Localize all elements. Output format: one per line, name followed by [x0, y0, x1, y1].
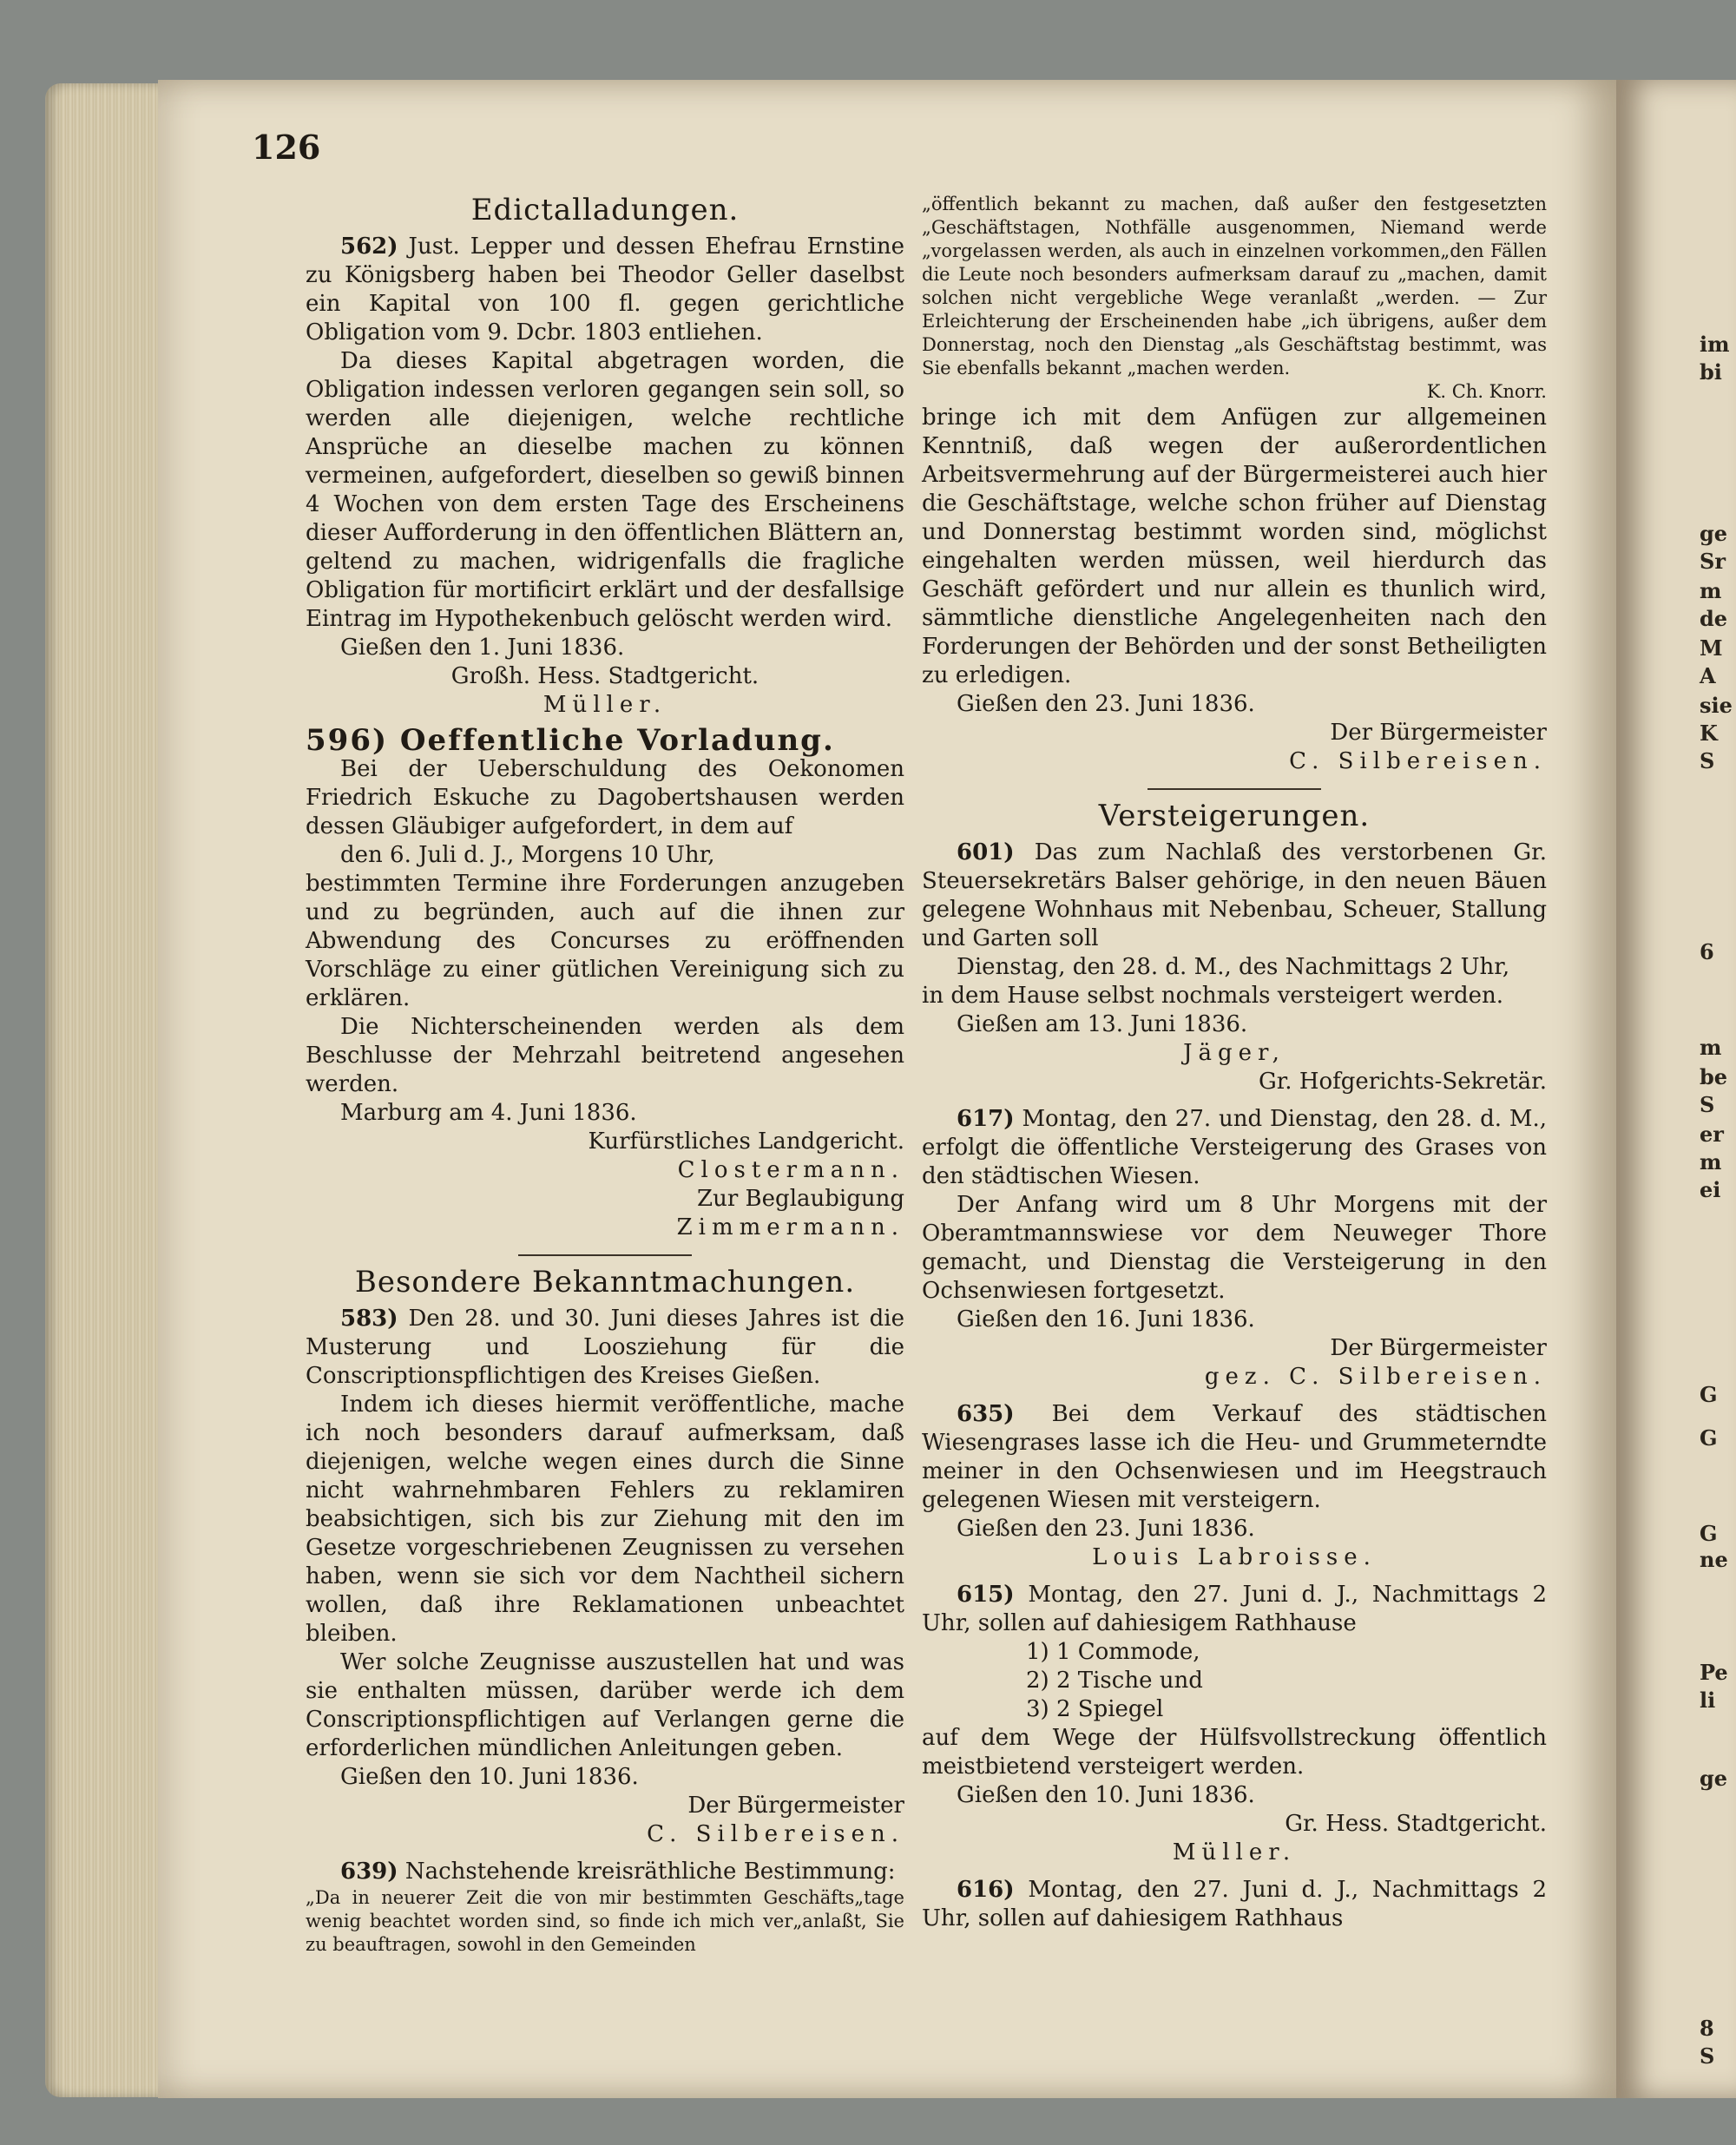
notice-596-text4: Die Nichterscheinenden werden als dem Beschlusse der Mehrzahl beitretend angesehen werden.: [306, 1014, 904, 1097]
notice-617-date: Gießen den 16. Juni 1836.: [957, 1306, 1255, 1332]
notice-562-number: 562): [340, 234, 398, 260]
next-page-fragment: ne: [1700, 1547, 1728, 1572]
next-page-fragment: K: [1700, 720, 1718, 746]
book-page: [158, 80, 1616, 2098]
notice-601-body: Das zum Nachlaß des verstorbenen Gr. Steuersekretärs Balser gehörige, in den neuen Bäuen gelegene Wohnhaus mit Nebenbau, Scheuer, Stallung und Garten soll: [922, 839, 1547, 951]
notice-562-court: Großh. Hess. Stadtgericht.: [450, 663, 760, 689]
next-page-fragment: ge: [1700, 521, 1728, 546]
notice-617-number: 617): [957, 1106, 1015, 1132]
next-page-fragment: ei: [1700, 1177, 1721, 1202]
next-page-fragment: sie: [1700, 693, 1733, 718]
next-page-fragment: S: [1700, 1092, 1715, 1117]
notice-596-cert-signature: Zimmermann.: [676, 1214, 904, 1240]
section-heading-edictalladungen: Edictalladungen.: [470, 193, 740, 227]
notice-635-body: Bei dem Verkauf des städtischen Wiesengrases lasse ich die Heu- und Grummeterndte meiner in den Ochsenwiesen und im Heegstrauch gelegenen Wiesen mit versteigern.: [922, 1401, 1548, 1513]
right-column: [922, 193, 1547, 1933]
next-page-fragment: M: [1700, 635, 1723, 661]
notice-639-text: [306, 1858, 904, 1886]
notice-639-quote-continued: „öffentlich bekannt zu machen, daß außer den festgesetzten „Geschäftstagen, Nothfälle ausgenommen, Niemand werde „vorgelassen werden, als auch in einzelnen vorkommen„den Fällen die Leute noch besonders aufmerksam darauf zu „machen, damit solchen nicht vergebliche Wege veranlaßt „werden. — Zur Erleichterung der Erscheinenden habe „ich übrigens, außer dem Donnerstag, noch den Dienstag „als Geschäftstag bestimmt, was Sie ebenfalls bekannt „machen werden.: [922, 194, 1547, 378]
notice-617-text: [922, 1105, 1547, 1191]
notice-596-date: Marburg am 4. Juni 1836.: [340, 1100, 637, 1126]
notice-616-text: [922, 1876, 1547, 1933]
section-heading-versteigerungen: Versteigerungen.: [1098, 799, 1371, 833]
next-page-fragment: Pe: [1700, 1660, 1728, 1685]
next-page-fragment: bi: [1700, 359, 1722, 385]
next-page-fragment: G: [1700, 1425, 1718, 1451]
next-page-fragment: be: [1700, 1064, 1728, 1089]
notice-596-text3: bestimmten Termine ihre Forderungen anzugeben und zu begründen, auch auf die ihnen zur Abwendung des Concurses zu eröffnenden Vorschläge zu einer gütlichen Vereinigung sich zu erklären.: [306, 871, 904, 1011]
book-page-edges: [45, 83, 175, 2097]
notice-617-text2: Der Anfang wird um 8 Uhr Morgens mit der Oberamtmannswiese vor dem Neuweger Thore gemacht, und Dienstag die Versteigerung in den Ochsenwiesen fortgesetzt.: [922, 1192, 1547, 1304]
notice-596-text: Bei der Ueberschuldung des Oekonomen Friedrich Eskuche zu Dagobertshausen werden dessen Gläubiger aufgefordert, in dem auf: [306, 756, 904, 839]
notice-639-signature: C. Silbereisen.: [1289, 748, 1547, 774]
notice-635-date: Gießen den 23. Juni 1836.: [957, 1516, 1255, 1542]
notice-562-body: Just. Lepper und dessen Ehefrau Ernstine zu Königsberg haben bei Theodor Geller daselbst ein Kapital von 100 fl. gegen gerichtliche Obligation vom 9. Dcbr. 1803 entliehen.: [306, 234, 905, 345]
left-column: [306, 193, 904, 1957]
next-page-fragment: m: [1700, 578, 1722, 603]
next-page-fragment: 8: [1700, 2016, 1714, 2041]
notice-601-text: [922, 839, 1547, 953]
next-page-fragment: ge: [1700, 1766, 1728, 1791]
next-page-fragment: li: [1700, 1688, 1716, 1713]
notice-562-date: Gießen den 1. Juni 1836.: [340, 635, 625, 661]
notice-635-text: [922, 1400, 1547, 1515]
notice-639-date: Gießen den 23. Juni 1836.: [957, 691, 1255, 717]
notice-615-body: Montag, den 27. Juni d. J., Nachmittags 2 Uhr, sollen auf dahiesigem Rathhause: [922, 1582, 1548, 1636]
next-page-fragment: 6: [1700, 939, 1714, 964]
notice-615-text: [922, 1581, 1547, 1638]
next-page-fragment: G: [1700, 1521, 1718, 1546]
next-page-fragment: m: [1700, 1035, 1722, 1060]
notice-635-signature: Louis Labroisse.: [1092, 1544, 1377, 1570]
notice-615-text2: auf dem Wege der Hülfsvollstreckung öffentlich meistbietend versteigert werden.: [922, 1725, 1547, 1780]
notice-635-number: 635): [957, 1401, 1015, 1427]
notice-562-text: [306, 233, 904, 347]
next-page-fragment: A: [1700, 663, 1716, 688]
next-page-fragment: m: [1700, 1149, 1722, 1174]
next-page-fragment: er: [1700, 1122, 1724, 1147]
section-divider: [1147, 788, 1321, 790]
next-page-fragment: Sr: [1700, 549, 1726, 574]
notice-616-body: Montag, den 27. Juni d. J., Nachmittags 2 Uhr, sollen auf dahiesigem Rathhaus: [922, 1877, 1548, 1931]
notice-615-item: 3) 2 Spiegel: [1026, 1696, 1164, 1722]
notice-616-number: 616): [957, 1877, 1015, 1903]
notice-615-item: 1) 1 Commode,: [1026, 1639, 1200, 1665]
notice-583-number: 583): [340, 1306, 398, 1332]
next-page-fragment: S: [1700, 748, 1715, 773]
notice-583-text2: Indem ich dieses hiermit veröffentliche, mache ich noch besonders darauf aufmerksam, daß diejenigen, welche wegen eines durch die Sinne nicht wahrnehmbaren Fehlers zu reklamiren beabsichtigen, sich bis zur Ziehung mit den im Gesetze vorgeschriebenen Zeugnissen zu versehen haben, wenn sie sich vor dem Nachtheil sichern wollen, daß ihre Reklamationen unbeachtet bleiben.: [306, 1392, 904, 1647]
section-heading-besondere-bekanntmachungen: Besondere Bekanntmachungen.: [354, 1265, 856, 1300]
notice-615-signature: Müller.: [1172, 1839, 1297, 1865]
notice-639-quote: „Da in neuerer Zeit die von mir bestimmten Geschäfts„tage wenig beachtet worden sind, so finde ich mich ver„anlaßt, Sie zu beauftragen, sowohl in den Gemeinden: [306, 1887, 904, 1955]
notice-601-date: Gießen am 13. Juni 1836.: [957, 1011, 1248, 1037]
notice-562-signature: Müller.: [542, 692, 667, 718]
notice-601-title: Gr. Hofgerichts-Sekretär.: [1258, 1069, 1547, 1095]
notice-601-text3: in dem Hause selbst nochmals versteigert werden.: [922, 983, 1503, 1009]
notice-639-body: Nachstehende kreisräthliche Bestimmung:: [404, 1859, 896, 1885]
notice-601-number: 601): [957, 839, 1015, 865]
notice-596-certification: Zur Beglaubigung: [697, 1186, 904, 1212]
notice-617-signature: gez. C. Silbereisen.: [1204, 1364, 1547, 1390]
next-page-fragment: G: [1700, 1382, 1718, 1407]
section-divider: [518, 1254, 692, 1256]
notice-583-office: Der Bürgermeister: [687, 1793, 904, 1819]
notice-615-number: 615): [957, 1582, 1015, 1608]
notice-615-date: Gießen den 10. Juni 1836.: [957, 1782, 1255, 1808]
notice-596-court: Kurfürstliches Landgericht.: [588, 1128, 904, 1155]
notice-596-appointment: den 6. Juli d. J., Morgens 10 Uhr,: [340, 842, 715, 868]
notice-562-text2: Da dieses Kapital abgetragen worden, die Obligation indessen verloren gegangen sein soll, so werden alle diejenigen, welche rechtliche Ansprüche an dieselbe machen zu können vermeinen, aufgefordert, dieselben so gewiß binnen 4 Wochen von dem ersten Tage des Erscheinens dieser Aufforderung in den öffentlichen Blättern an, geltend zu machen, widrigenfalls die fragliche Obligation für mortificirt erklärt und der desfallsige Eintrag im Hypothekenbuch gelöscht werden wird.: [306, 348, 904, 632]
notice-639-continued: bringe ich mit dem Anfügen zur allgemeinen Kenntniß, daß wegen der außerordentlichen Arbeitsvermehrung auf der Bürgermeisterei auch hier die Geschäftstage, welche schon früher auf Dienstag und Donnerstag bestimmt worden sind, möglichst eingehalten werden müssen, weil hierdurch das Geschäft gefördert und nur allein es thunlich wird, sämmtliche dienstliche Angelegenheiten nach den Forderungen der Behörden und der sonst Betheiligten zu erledigen.: [922, 405, 1547, 688]
notice-639-quote-signature: K. Ch. Knorr.: [1426, 381, 1547, 402]
notice-639-office: Der Bürgermeister: [1330, 720, 1547, 746]
notice-583-text3: Wer solche Zeugnisse auszustellen hat und was sie enthalten müssen, darüber werde ich dem Conscriptionspflichtigen auf Verlangen gerne die erforderlichen mündlichen Anleitungen geben.: [306, 1649, 904, 1761]
notice-596-heading: 596) Oeffentliche Vorladung.: [306, 723, 835, 758]
notice-583-date: Gießen den 10. Juni 1836.: [340, 1764, 639, 1790]
notice-639-number: 639): [340, 1859, 398, 1885]
notice-617-office: Der Bürgermeister: [1330, 1335, 1547, 1361]
notice-583-signature: C. Silbereisen.: [647, 1821, 904, 1847]
next-page-fragment: im: [1700, 332, 1730, 357]
next-page-fragment: S: [1700, 2043, 1715, 2069]
notice-601-signature: Jäger,: [1183, 1040, 1286, 1066]
notice-601-appointment: Dienstag, den 28. d. M., des Nachmittags 2 Uhr,: [957, 954, 1510, 980]
page-number: 126: [252, 128, 321, 167]
notice-615-item: 2) 2 Tische und: [1026, 1668, 1203, 1694]
next-page-edge: [1616, 80, 1736, 2098]
notice-596-signature: Clostermann.: [677, 1157, 904, 1183]
notice-617-body: Montag, den 27. und Dienstag, den 28. d. M., erfolgt die öffentliche Versteigerung des Grases von den städtischen Wiesen.: [922, 1106, 1548, 1189]
next-page-fragment: de: [1700, 606, 1728, 631]
notice-583-body: Den 28. und 30. Juni dieses Jahres ist die Musterung und Loosziehung für die Conscriptionspflichtigen des Kreises Gießen.: [306, 1306, 904, 1389]
notice-615-court: Gr. Hess. Stadtgericht.: [1285, 1811, 1547, 1837]
notice-583-text: [306, 1305, 904, 1391]
